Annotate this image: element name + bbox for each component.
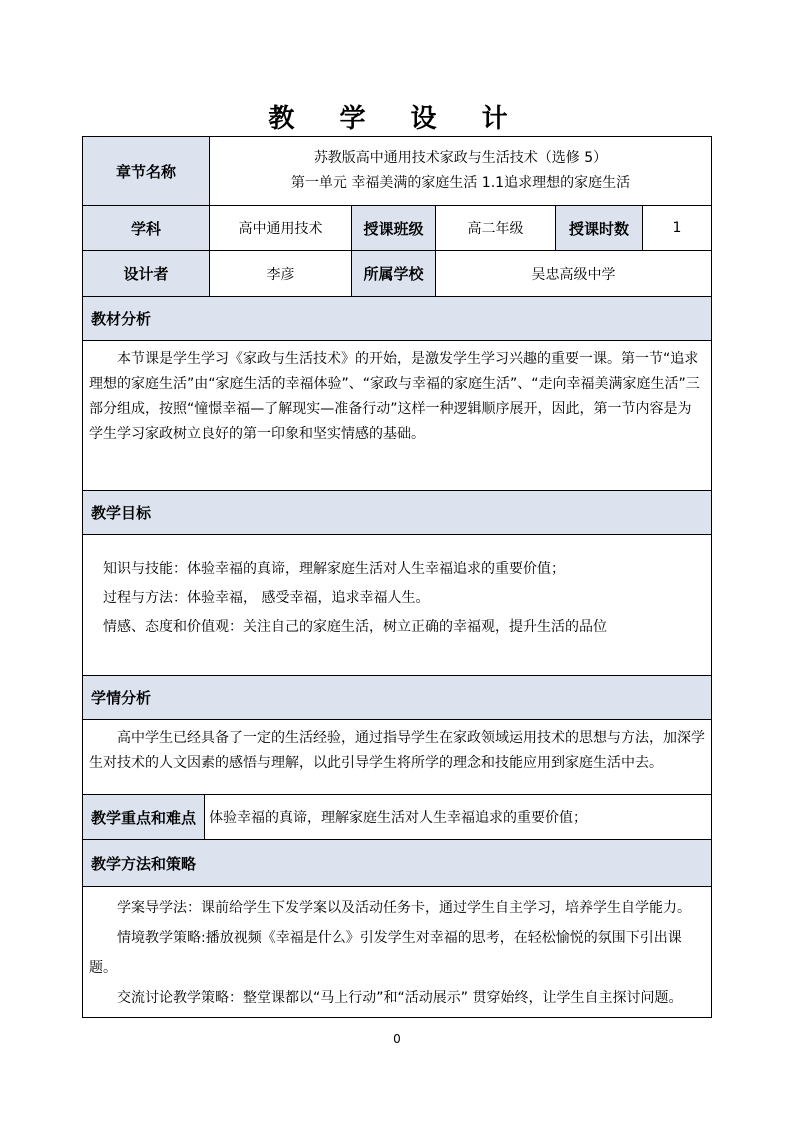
methods-list [83, 887, 711, 1017]
class-label: 授课班级 [352, 206, 436, 250]
hours-label: 授课时数 [556, 206, 643, 250]
students-text: 高中学生已经具备了一定的生活经验，通过指导学生在家政领域运用技术的思想与方法，加深学生对技术的人文因素的感悟与理解，以此引导学生将所学的理念和技能应用到家庭生活中去。 [83, 720, 711, 795]
focus-value: 体验幸福的真谛，理解家庭生活对人生幸福追求的重要价值； [209, 810, 587, 826]
goals-list [83, 535, 711, 676]
chapter-label: 章节名称 [83, 137, 210, 205]
textbook-text: 本节课是学生学习《家政与生活技术》的开始，是激发学生学习兴趣的重要一课。第一节“追求理想的家庭生活”由“家庭生活的幸福体验”、“家政与幸福的家庭生活”、“走向幸福美满家庭生活”三部分组成，按照“憧憬幸福—了解现实—准备行动”这样一种逻辑顺序展开，因此，第一节内容是为学生学习家政树立良好的第一印象和坚实情感的基础。 [83, 341, 711, 491]
goal-item: 知识与技能：体验幸福的真谛，理解家庭生活对人生幸福追求的重要价值； [103, 561, 565, 577]
subject-value: 高中通用技术 [210, 206, 352, 250]
methods-heading: 教学方法和策略 [83, 840, 711, 887]
hours-value: 1 [672, 220, 682, 236]
goals-heading: 教学目标 [83, 491, 711, 535]
focus-label: 教学重点和难点 [83, 795, 205, 839]
students-heading: 学情分析 [83, 676, 711, 720]
lesson-plan-table [82, 136, 712, 1018]
designer-label: 设计者 [83, 251, 210, 296]
chapter-line-2: 第一单元 幸福美满的家庭生活 1.1追求理想的家庭生活 [290, 175, 631, 191]
designer-value: 李彦 [210, 251, 352, 296]
page-number: 0 [393, 1032, 401, 1046]
goal-item: 情感、态度和价值观：关注自己的家庭生活，树立正确的幸福观，提升生活的品位 [103, 619, 607, 635]
method-item: 情境教学策略:播放视频《幸福是什么》引发学生对幸福的思考，在轻松愉悦的氛围下引出课题。 [89, 930, 682, 976]
school-value: 吴忠高级中学 [531, 266, 616, 283]
chapter-value [210, 137, 711, 205]
chapter-line-1: 苏教版高中通用技术家政与生活技术（选修 5） [313, 150, 608, 166]
focus-row [83, 795, 711, 840]
subject-row [83, 206, 711, 251]
method-item: 交流讨论教学策略：整堂课都以“马上行动”和“活动展示” 贯穿始终，让学生自主探讨问题。 [117, 990, 683, 1006]
school-label: 所属学校 [352, 251, 436, 296]
method-item: 学案导学法：课前给学生下发学案以及活动任务卡，通过学生自主学习，培养学生自学能力。 [117, 900, 691, 916]
textbook-heading: 教材分析 [83, 297, 711, 341]
designer-row [83, 251, 711, 297]
document-title: 教 学 设 计 [268, 104, 526, 134]
goal-item: 过程与方法：体验幸福， 感受幸福，追求幸福人生。 [103, 590, 430, 606]
chapter-row [83, 137, 711, 206]
subject-label: 学科 [83, 206, 210, 250]
class-value: 高二年级 [436, 206, 556, 250]
